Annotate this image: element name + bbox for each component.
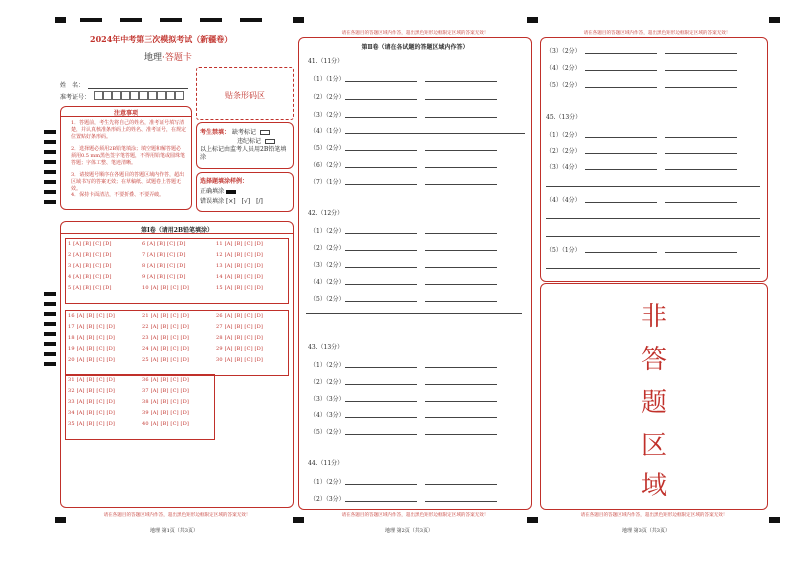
barcode-label: 贴条形码区: [225, 91, 265, 100]
question-number: 12: [216, 252, 225, 258]
question-number: 15: [216, 285, 225, 291]
option-bubbles[interactable]: [A] [B] [C] [D]: [147, 241, 186, 247]
answer-line[interactable]: [345, 301, 417, 302]
timing-mark: [44, 190, 56, 194]
question-number: 33: [68, 399, 77, 405]
option-bubbles[interactable]: [A] [B] [C] [D]: [73, 285, 112, 291]
section1-group: [65, 238, 289, 304]
answer-bubble-row[interactable]: [68, 399, 115, 405]
answer-bubble-row[interactable]: [142, 263, 186, 269]
option-bubbles[interactable]: [A] [B] [C] [D]: [224, 252, 264, 258]
answer-bubble-row[interactable]: [216, 285, 263, 291]
option-bubbles[interactable]: [A] [B] [C] [D]: [76, 388, 116, 394]
answer-line[interactable]: [425, 250, 497, 251]
option-bubbles[interactable]: [A] [B] [C] [D]: [150, 410, 190, 416]
answer-bubble-row[interactable]: [68, 313, 115, 319]
answer-line[interactable]: [665, 70, 737, 71]
option-bubbles[interactable]: [A] [B] [C] [D]: [73, 241, 112, 247]
answer-line[interactable]: [546, 268, 760, 269]
sub-question-label: （5）（1分）: [546, 247, 581, 254]
answer-bubble-row[interactable]: [142, 324, 189, 330]
question-title: 44.（11分）: [308, 460, 344, 467]
id-number-boxes[interactable]: [94, 91, 184, 100]
answer-line[interactable]: [665, 153, 737, 154]
option-bubbles[interactable]: [A] [B] [C] [D]: [76, 357, 116, 363]
question-number: 6: [142, 241, 148, 247]
answer-line[interactable]: [425, 284, 497, 285]
answer-line[interactable]: [665, 169, 737, 170]
question-number: 7: [142, 252, 148, 258]
question-number: 22: [142, 324, 151, 330]
answer-line[interactable]: [585, 202, 657, 203]
timing-mark: [44, 130, 56, 134]
wrong-fill-label: 错误填涂: [200, 198, 225, 205]
correct-fill-label: 正确填涂: [200, 188, 225, 195]
registration-mark: [527, 17, 538, 23]
answer-line[interactable]: [345, 133, 525, 134]
answer-line[interactable]: [345, 284, 417, 285]
sub-question-label: （4）（4分）: [546, 197, 581, 204]
answer-line[interactable]: [546, 218, 760, 219]
id-digit-box[interactable]: [121, 91, 130, 100]
question-number: 37: [142, 388, 151, 394]
fill-example-box: [196, 172, 294, 212]
name-field[interactable]: [88, 88, 188, 89]
sub-question-label: （1）（2分）: [310, 479, 345, 486]
option-bubbles[interactable]: [A] [B] [C] [D]: [224, 263, 264, 269]
sub-question-label: （3）（2分）: [310, 262, 345, 269]
answer-line[interactable]: [585, 169, 657, 170]
timing-mark: [44, 352, 56, 356]
answer-bubble-row[interactable]: [142, 252, 186, 258]
registration-mark: [293, 17, 304, 23]
answer-line[interactable]: [345, 484, 417, 485]
option-bubbles[interactable]: [A] [B] [C] [D]: [76, 421, 116, 427]
timing-mark: [44, 200, 56, 204]
answer-bubble-row[interactable]: [68, 410, 115, 416]
answer-bubble-row[interactable]: [142, 241, 186, 247]
question-number: 30: [216, 357, 225, 363]
option-bubbles[interactable]: [A] [B] [C] [D]: [224, 335, 264, 341]
answer-line[interactable]: [425, 484, 497, 485]
sub-question-label: （5）（2分）: [310, 145, 345, 152]
notice-title: 注意事项: [113, 110, 138, 117]
question-number: 40: [142, 421, 151, 427]
option-bubbles[interactable]: [A] [B] [C] [D]: [76, 313, 116, 319]
id-digit-box[interactable]: [112, 91, 121, 100]
answer-bubble-row[interactable]: [142, 313, 189, 319]
answer-line[interactable]: [425, 367, 497, 368]
sub-question-label: （4）（3分）: [310, 412, 345, 419]
answer-line[interactable]: [585, 87, 657, 88]
registration-mark: [55, 17, 66, 23]
option-bubbles[interactable]: [A] [B] [C] [D]: [224, 241, 264, 247]
answer-bubble-row[interactable]: [142, 274, 186, 280]
question-number: 18: [68, 335, 77, 341]
answer-bubble-row[interactable]: [68, 241, 112, 247]
question-number: 4: [68, 274, 74, 280]
option-bubbles[interactable]: [A] [B] [C] [D]: [224, 285, 264, 291]
registration-mark: [200, 18, 222, 22]
question-number: 16: [68, 313, 77, 319]
question-number: 31: [68, 377, 77, 383]
answer-line[interactable]: [665, 202, 737, 203]
timing-mark: [44, 362, 56, 366]
name-label: 姓 名：: [60, 82, 85, 89]
sub-question-label: （1）（2分）: [546, 132, 581, 139]
registration-mark: [120, 18, 142, 22]
answer-line[interactable]: [425, 150, 497, 151]
option-bubbles[interactable]: [A] [B] [C] [D]: [76, 399, 116, 405]
answer-line[interactable]: [345, 384, 417, 385]
option-bubbles[interactable]: [A] [B] [C] [D]: [150, 285, 190, 291]
question-title: 42.（12分）: [308, 210, 344, 217]
option-bubbles[interactable]: [A] [B] [C] [D]: [73, 252, 112, 258]
question-title: 45.（13分）: [546, 114, 582, 121]
answer-bubble-row[interactable]: [142, 399, 189, 405]
answer-bubble-row[interactable]: [216, 324, 263, 330]
option-bubbles[interactable]: [A] [B] [C] [D]: [73, 274, 112, 280]
sub-question-label: （6）（2分）: [310, 162, 345, 169]
sub-question-label: （2）（2分）: [310, 94, 345, 101]
question-number: 10: [142, 285, 151, 291]
sub-question-label: （2）（2分）: [310, 379, 345, 386]
answer-line[interactable]: [425, 417, 497, 418]
page-footer: 地理 第3页（共3页）: [622, 528, 670, 534]
option-bubbles[interactable]: [A] [B] [C] [D]: [224, 274, 264, 280]
question-number: 36: [142, 377, 151, 383]
section1-title: 第Ⅰ卷（请用2B铅笔填涂）: [140, 227, 214, 234]
section1-group: [65, 374, 215, 440]
option-bubbles[interactable]: [A] [B] [C] [D]: [76, 324, 116, 330]
question-number: 32: [68, 388, 77, 394]
question-number: 8: [142, 263, 148, 269]
page2-answer-box: [298, 37, 532, 510]
answer-line[interactable]: [345, 99, 417, 100]
sub-question-label: （5）（2分）: [546, 82, 581, 89]
timing-mark: [44, 342, 56, 346]
answer-bubble-row[interactable]: [216, 263, 263, 269]
answer-bubble-row[interactable]: [142, 410, 189, 416]
answer-bubble-row[interactable]: [68, 274, 112, 280]
answer-line[interactable]: [345, 81, 417, 82]
question-number: 23: [142, 335, 151, 341]
id-digit-box[interactable]: [157, 91, 166, 100]
answer-line[interactable]: [345, 367, 417, 368]
answer-bubble-row[interactable]: [68, 263, 112, 269]
option-bubbles[interactable]: [A] [B] [C] [D]: [150, 399, 190, 405]
registration-mark: [80, 18, 102, 22]
answer-line[interactable]: [425, 434, 497, 435]
answer-line[interactable]: [345, 233, 417, 234]
answer-bubble-row[interactable]: [68, 357, 115, 363]
timing-mark: [44, 160, 56, 164]
non-answer-char: 题: [641, 388, 668, 418]
answer-line[interactable]: [425, 233, 497, 234]
question-number: 5: [68, 285, 74, 291]
page-footer: 地理 第1页（共3页）: [150, 528, 198, 534]
answer-line[interactable]: [665, 53, 737, 54]
answer-line[interactable]: [585, 137, 657, 138]
answer-bubble-row[interactable]: [68, 285, 112, 291]
question-number: 20: [68, 357, 77, 363]
answer-line[interactable]: [425, 401, 497, 402]
answer-bubble-row[interactable]: [142, 377, 189, 383]
answer-bubble-row[interactable]: [68, 346, 115, 352]
question-number: 19: [68, 346, 77, 352]
sub-question-label: （1）（1分）: [310, 76, 345, 83]
option-bubbles[interactable]: [A] [B] [C] [D]: [150, 377, 190, 383]
answer-line[interactable]: [585, 70, 657, 71]
option-bubbles[interactable]: [A] [B] [C] [D]: [150, 357, 190, 363]
barcode-area: [196, 67, 294, 120]
answer-bubble-row[interactable]: [68, 324, 115, 330]
notice-item: 3．请按题号顺序在各题目的答题区域内作答，超出区域书写的答案无效；在草稿纸、试题卷上答题无效。: [71, 172, 185, 192]
candidate-flags-box: [196, 122, 294, 169]
non-answer-char: 答: [641, 345, 668, 375]
exam-title: 2024年中考第三次模拟考试（新疆卷）: [90, 34, 233, 44]
answer-bubble-row[interactable]: [216, 241, 263, 247]
option-bubbles[interactable]: [A] [B] [C] [D]: [73, 263, 112, 269]
sub-question-label: （4）（1分）: [310, 128, 345, 135]
violation-label: 违纪标记: [237, 138, 262, 145]
answer-bubble-row[interactable]: [142, 335, 189, 341]
id-digit-box[interactable]: [94, 91, 103, 100]
question-number: 24: [142, 346, 151, 352]
answer-line[interactable]: [546, 236, 760, 237]
answer-line[interactable]: [425, 117, 497, 118]
warning-banner: 请在各题目的答题区域内作答，超出黑色矩形边框限定区域的答案无效！: [583, 31, 731, 36]
timing-mark: [44, 332, 56, 336]
absent-checkbox[interactable]: [260, 130, 270, 135]
timing-mark: [44, 302, 56, 306]
answer-line[interactable]: [425, 81, 497, 82]
sub-question-label: （1）（2分）: [310, 362, 345, 369]
answer-line[interactable]: [585, 53, 657, 54]
timing-mark: [44, 312, 56, 316]
absent-label: 缺考标记: [231, 129, 256, 136]
answer-line[interactable]: [345, 117, 417, 118]
answer-bubble-row[interactable]: [68, 335, 115, 341]
answer-line[interactable]: [546, 186, 760, 187]
id-digit-box[interactable]: [175, 91, 184, 100]
id-digit-box[interactable]: [139, 91, 148, 100]
section2-title: 第Ⅱ卷（请在各试题的答题区域内作答）: [361, 44, 469, 51]
violation-checkbox[interactable]: [265, 139, 275, 144]
sub-question-label: （2）（2分）: [546, 148, 581, 155]
option-bubbles[interactable]: [A] [B] [C] [D]: [150, 346, 190, 352]
question-number: 17: [68, 324, 77, 330]
answer-line[interactable]: [345, 250, 417, 251]
option-bubbles[interactable]: [A] [B] [C] [D]: [224, 346, 264, 352]
id-digit-box[interactable]: [148, 91, 157, 100]
question-number: 3: [68, 263, 74, 269]
answer-bubble-row[interactable]: [68, 421, 115, 427]
id-digit-box[interactable]: [103, 91, 112, 100]
answer-bubble-row[interactable]: [216, 346, 263, 352]
registration-mark: [769, 17, 780, 23]
option-bubbles[interactable]: [A] [B] [C] [D]: [150, 421, 190, 427]
sub-question-label: （4）（2分）: [310, 279, 345, 286]
answer-bubble-row[interactable]: [68, 252, 112, 258]
registration-mark: [769, 517, 780, 523]
option-bubbles[interactable]: [A] [B] [C] [D]: [150, 324, 190, 330]
sub-question-label: （5）（2分）: [310, 296, 345, 303]
subject-name: 地理: [144, 53, 163, 63]
sub-question-label: （1）（2分）: [310, 228, 345, 235]
notice-item: 2．选择题必须用2B铅笔填涂；填空题和解答题必须用0.5 mm黑色签字笔答题，不得用铅笔或圆珠笔答题；字体工整、笔迹清晰。: [71, 146, 186, 166]
option-bubbles[interactable]: [A] [B] [C] [D]: [150, 335, 190, 341]
question-number: 9: [142, 274, 148, 280]
answer-line[interactable]: [345, 150, 417, 151]
timing-mark: [44, 292, 56, 296]
answer-line[interactable]: [345, 401, 417, 402]
answer-bubble-row[interactable]: [216, 357, 263, 363]
option-bubbles[interactable]: [A] [B] [C] [D]: [150, 313, 190, 319]
answer-bubble-row[interactable]: [68, 377, 115, 383]
non-answer-char: 非: [641, 302, 668, 332]
card-label: ·答题卡: [162, 53, 192, 63]
sub-question-label: （3）（3分）: [310, 396, 345, 403]
answer-bubble-row[interactable]: [216, 335, 263, 341]
option-bubbles[interactable]: [A] [B] [C] [D]: [147, 263, 186, 269]
answer-bubble-row[interactable]: [142, 285, 189, 291]
answer-line[interactable]: [425, 167, 497, 168]
warning-banner: 请在各题目的答题区域内作答，超出黑色矩形边框限定区域的答案无效！: [580, 513, 728, 518]
timing-mark: [44, 150, 56, 154]
answer-line[interactable]: [425, 301, 497, 302]
warning-banner: 请在各题目的答题区域内作答，超出黑色矩形边框限定区域的答案无效！: [341, 31, 489, 36]
answer-line[interactable]: [585, 252, 657, 253]
registration-mark: [240, 18, 262, 22]
answer-line[interactable]: [425, 384, 497, 385]
answer-bubble-row[interactable]: [68, 388, 115, 394]
question-number: 34: [68, 410, 77, 416]
id-digit-box[interactable]: [130, 91, 139, 100]
answer-line[interactable]: [425, 184, 497, 185]
option-bubbles[interactable]: [A] [B] [C] [D]: [224, 313, 264, 319]
sub-question-label: （2）（3分）: [310, 496, 345, 503]
answer-line[interactable]: [345, 267, 417, 268]
option-bubbles[interactable]: [A] [B] [C] [D]: [76, 377, 116, 383]
correct-fill-sample: [226, 190, 236, 194]
answer-line[interactable]: [345, 417, 417, 418]
answer-line[interactable]: [665, 137, 737, 138]
sub-question-label: （3）（2分）: [310, 112, 345, 119]
notice-item: 1．答题前，考生先将自己的姓名，准考证号填写清楚，并认真核准条形码上的姓名、准考证号，在规定位置贴好条形码。: [71, 120, 187, 140]
question-number: 26: [216, 313, 225, 319]
registration-mark: [160, 18, 182, 22]
answer-bubble-row[interactable]: [216, 313, 263, 319]
answer-line[interactable]: [425, 99, 497, 100]
timing-mark: [44, 180, 56, 184]
section1-group: [65, 310, 289, 376]
answer-bubble-row[interactable]: [216, 274, 263, 280]
wrong-fill-samples: [×] [√] [/]: [225, 198, 263, 205]
answer-line[interactable]: [345, 434, 417, 435]
sub-question-label: （5）（2分）: [310, 429, 345, 436]
option-bubbles[interactable]: [A] [B] [C] [D]: [224, 357, 264, 363]
notice-item: 4．保持卡面清洁，不要折叠、不要弄破。: [71, 192, 165, 198]
option-bubbles[interactable]: [A] [B] [C] [D]: [76, 346, 116, 352]
sub-question-label: （4）（2分）: [546, 65, 581, 72]
fill-example-title: 选择题填涂样例：: [200, 178, 249, 185]
sub-question-label: （3）（2分）: [546, 48, 581, 55]
sub-question-label: （2）（2分）: [310, 245, 345, 252]
answer-line[interactable]: [306, 313, 522, 314]
notice-box: [60, 106, 192, 210]
question-number: 35: [68, 421, 77, 427]
card-subtitle: [144, 50, 192, 63]
answer-bubble-row[interactable]: [142, 421, 189, 427]
option-bubbles[interactable]: [A] [B] [C] [D]: [147, 274, 186, 280]
option-bubbles[interactable]: [A] [B] [C] [D]: [150, 388, 190, 394]
answer-bubble-row[interactable]: [142, 388, 189, 394]
flags-note: 以上标记由监考人员用2B铅笔填涂: [200, 146, 287, 162]
question-number: 28: [216, 335, 225, 341]
warning-banner: 请在各题目的答题区域内作答，超出黑色矩形边框限定区域的答案无效！: [341, 513, 489, 518]
timing-mark: [44, 170, 56, 174]
answer-line[interactable]: [425, 501, 497, 502]
question-number: 13: [216, 263, 225, 269]
answer-line[interactable]: [345, 501, 417, 502]
question-number: 38: [142, 399, 151, 405]
non-answer-char: 域: [641, 471, 668, 501]
option-bubbles[interactable]: [A] [B] [C] [D]: [76, 410, 116, 416]
non-answer-char: 区: [641, 431, 668, 461]
question-number: 21: [142, 313, 151, 319]
question-title: 43.（13分）: [308, 344, 344, 351]
page-footer: 地理 第2页（共3页）: [385, 528, 433, 534]
flags-label: 考生禁填：: [200, 129, 231, 136]
question-number: 1: [68, 241, 74, 247]
answer-line[interactable]: [345, 167, 417, 168]
id-digit-box[interactable]: [166, 91, 175, 100]
sub-question-label: （3）（4分）: [546, 164, 581, 171]
question-number: 25: [142, 357, 151, 363]
answer-line[interactable]: [585, 153, 657, 154]
id-label: 准考证号：: [60, 94, 91, 101]
timing-mark: [44, 140, 56, 144]
question-number: 2: [68, 252, 74, 258]
question-title: 41.（11分）: [308, 58, 344, 65]
answer-bubble-row[interactable]: [216, 252, 263, 258]
question-number: 29: [216, 346, 225, 352]
option-bubbles[interactable]: [A] [B] [C] [D]: [147, 252, 186, 258]
question-number: 39: [142, 410, 151, 416]
question-number: 11: [216, 241, 225, 247]
answer-line[interactable]: [425, 267, 497, 268]
option-bubbles[interactable]: [A] [B] [C] [D]: [224, 324, 264, 330]
answer-line[interactable]: [665, 87, 737, 88]
answer-bubble-row[interactable]: [142, 346, 189, 352]
answer-line[interactable]: [345, 184, 417, 185]
answer-bubble-row[interactable]: [142, 357, 189, 363]
sub-question-label: （7）（1分）: [310, 179, 345, 186]
option-bubbles[interactable]: [A] [B] [C] [D]: [76, 335, 116, 341]
question-number: 27: [216, 324, 225, 330]
question-number: 14: [216, 274, 225, 280]
timing-mark: [44, 322, 56, 326]
answer-line[interactable]: [665, 252, 737, 253]
warning-banner: 请在各题目的答题区域内作答，超出黑色矩形边框限定区域的答案无效！: [103, 513, 251, 518]
